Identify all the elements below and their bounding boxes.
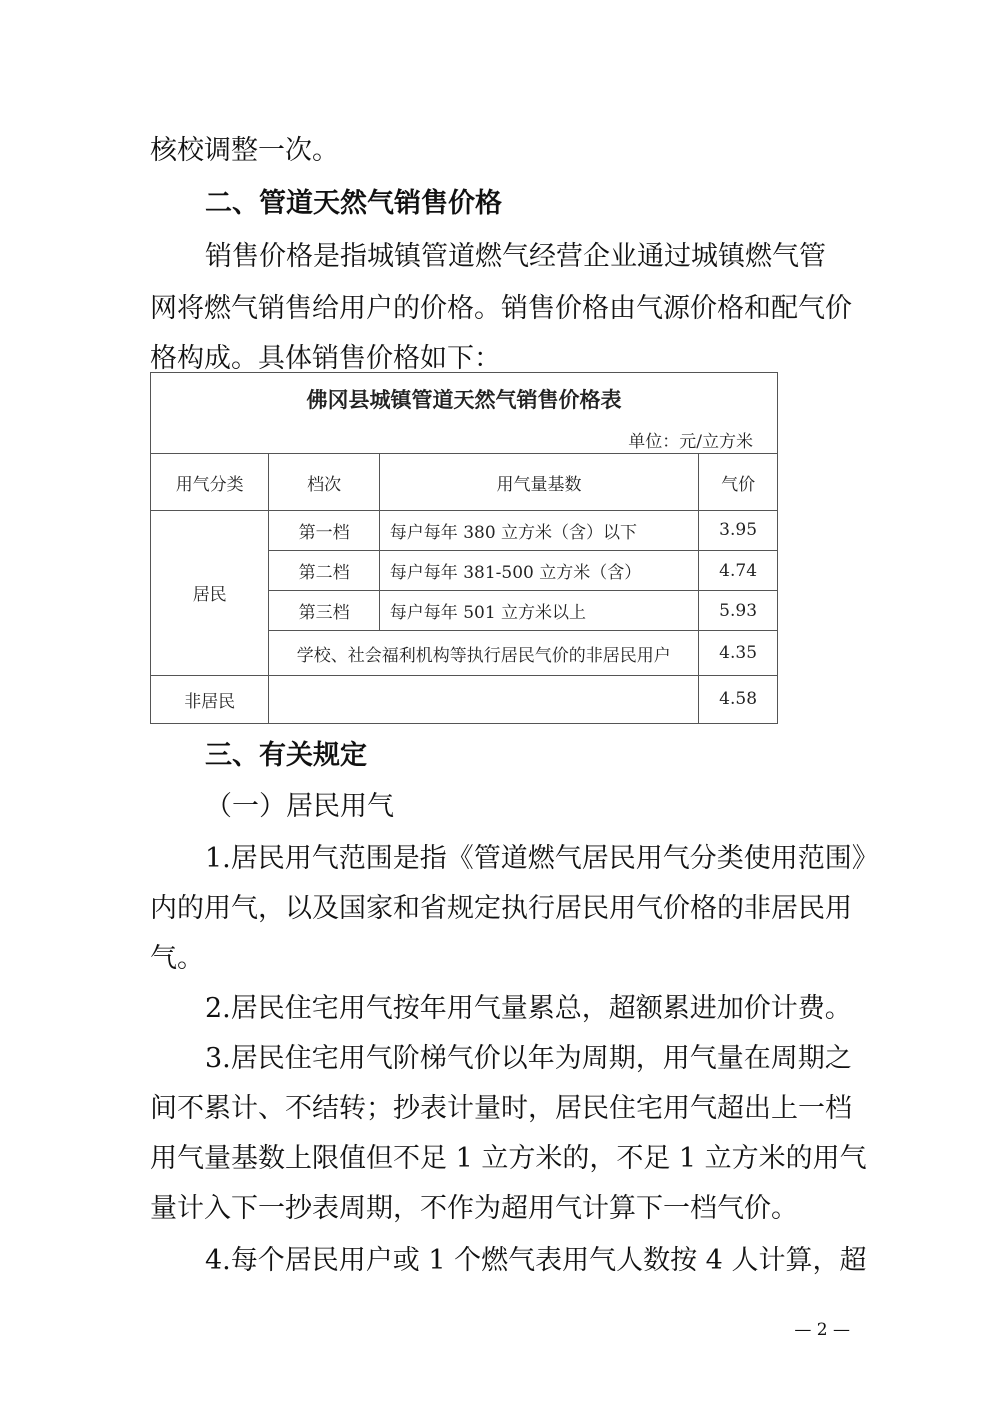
header-price: 气价 bbox=[699, 454, 778, 510]
header-base: 用气量基数 bbox=[379, 454, 698, 510]
paragraph-text: 间不累计、不结转；抄表计量时，居民住宅用气超出上一档 bbox=[150, 1093, 852, 1124]
price-table bbox=[150, 372, 778, 724]
table-title: 佛冈县城镇管道天然气销售价格表 bbox=[151, 373, 778, 426]
rule3-line-3 bbox=[150, 1143, 867, 1174]
price-cell: 3.95 bbox=[699, 510, 778, 550]
section-two-heading: 二、管道天然气销售价格 bbox=[205, 188, 502, 219]
base-cell: 每户每年 501 立方米以上 bbox=[379, 591, 698, 631]
paragraph-text: 网将燃气销售给用户的价格。销售价格由气源价格和配气价 bbox=[150, 293, 852, 324]
rule3-line-2 bbox=[150, 1095, 850, 1122]
header-category: 用气分类 bbox=[151, 454, 269, 510]
table-row bbox=[151, 510, 778, 550]
sales-paragraph-line-2 bbox=[150, 295, 850, 322]
school-base-cell: 学校、社会福利机构等执行居民气价的非居民用户 bbox=[269, 631, 699, 675]
paragraph-line: 核校调整一次。 bbox=[150, 135, 339, 166]
price-cell: 4.58 bbox=[699, 675, 778, 723]
page-number: — 2 — bbox=[794, 1320, 850, 1340]
paragraph-text: 内的用气，以及国家和省规定执行居民用气价格的非居民用 bbox=[150, 893, 852, 924]
paragraph-text: 4.每个居民用户或 1 个燃气表用气人数按 4 人计算，超 bbox=[205, 1245, 867, 1276]
non-resident-category: 非居民 bbox=[151, 675, 269, 723]
sub-heading: （一）居民用气 bbox=[205, 791, 394, 822]
rule1-line-1 bbox=[205, 843, 879, 874]
price-cell: 4.74 bbox=[699, 550, 778, 590]
tier-cell: 第三档 bbox=[269, 591, 379, 631]
table-unit: 单位：元/立方米 bbox=[151, 425, 778, 454]
tier-cell: 第一档 bbox=[269, 510, 379, 550]
paragraph-text: 1.居民用气范围是指《管道燃气居民用气分类使用范围》 bbox=[205, 843, 879, 874]
empty-cell bbox=[269, 675, 699, 723]
price-cell: 5.93 bbox=[699, 591, 778, 631]
rule2-line-1: 2.居民住宅用气按年用气量累总，超额累进加价计费。 bbox=[205, 993, 852, 1024]
paragraph-text: 3.居民住宅用气阶梯气价以年为周期，用气量在周期之 bbox=[205, 1043, 852, 1074]
rule4-line-1 bbox=[205, 1245, 867, 1276]
price-cell: 4.35 bbox=[699, 631, 778, 675]
sales-paragraph-line-3: 格构成。具体销售价格如下： bbox=[150, 343, 501, 374]
paragraph-text: 用气量基数上限值但不足 1 立方米的，不足 1 立方米的用气 bbox=[150, 1143, 867, 1174]
resident-category: 居民 bbox=[151, 510, 269, 675]
rule1-line-3: 气。 bbox=[150, 943, 204, 974]
header-tier: 档次 bbox=[269, 454, 379, 510]
base-cell: 每户每年 380 立方米（含）以下 bbox=[379, 510, 698, 550]
rule1-line-2 bbox=[150, 895, 850, 922]
rule3-line-1 bbox=[205, 1045, 850, 1072]
paragraph-text: 销售价格是指城镇管道燃气经营企业通过城镇燃气管 bbox=[205, 241, 826, 272]
base-cell: 每户每年 381-500 立方米（含） bbox=[379, 550, 698, 590]
tier-cell: 第二档 bbox=[269, 550, 379, 590]
table-row bbox=[151, 675, 778, 723]
rule3-line-4: 量计入下一抄表周期，不作为超用气计算下一档气价。 bbox=[150, 1193, 798, 1224]
section-three-heading: 三、有关规定 bbox=[205, 740, 367, 771]
sales-paragraph-line-1 bbox=[205, 243, 850, 270]
